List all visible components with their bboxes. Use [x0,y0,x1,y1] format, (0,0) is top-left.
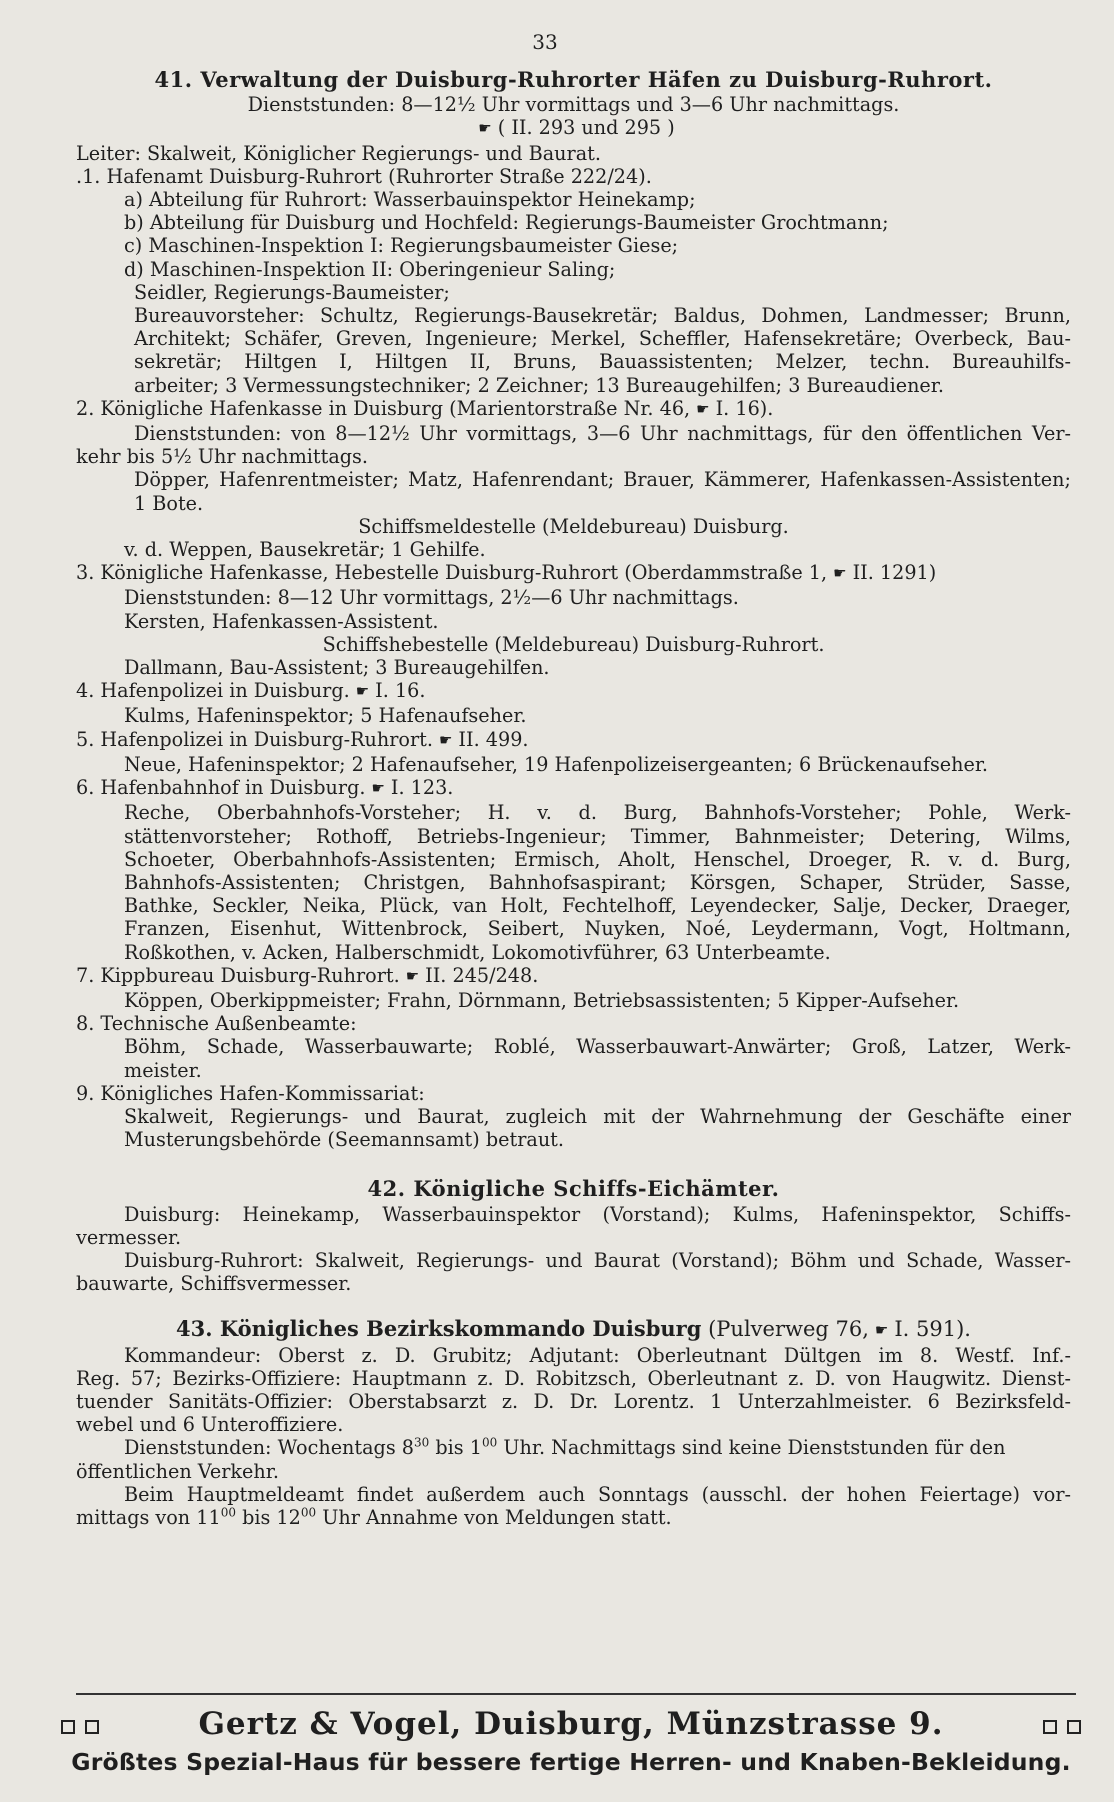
s41-hours: Dienststunden: 8—12½ Uhr vormittags und 3—6 Uhr nachmittags. [247,93,900,117]
s41-l5: d) Maschinen-Inspektion II: Oberingenieur Saling; [124,257,616,281]
ad-company: Gertz & Vogel, Duisburg, Münzstrasse 9. [198,1706,944,1742]
s41-l7: Bureauvorsteher: Schultz, Regierungs-Bausekretär; Baldus, Dohmen, Landmesser; Brunn, [134,304,1071,328]
s41-l4: c) Maschinen-Inspektion I: Regierungsbaumeister Giese; [124,234,679,258]
s41-l10: arbeiter; 3 Vermessungstechniker; 2 Zeichner; 13 Bureaugehilfen; 3 Bureaudiener. [134,373,944,397]
s43-l3: tuender Sanitäts-Offizier: Oberstabsarzt z. D. Dr. Lorentz. 1 Unterzahlmeister. 6 Bezirksfeld- [76,1389,1071,1413]
s41-l17: v. d. Weppen, Bausekretär; 1 Gehilfe. [124,538,486,562]
telephone-hand-icon: ☛ [438,730,453,749]
s41-l1: .1. Hafenamt Duisburg-Ruhrort (Ruhrorter Straße 222/24). [76,164,652,188]
telephone-hand-icon: ☛ [833,564,847,583]
s41-l29: stättenvorsteher; Rothoff, Betriebs-Ingenieur; Timmer, Bahnmeister; Detering, Wilms, [124,824,1071,848]
s42-l3: Duisburg-Ruhrort: Skalweit, Regierungs- und Baurat (Vorstand); Böhm und Schade, Wasser- [124,1248,1071,1272]
s41-l14: Döpper, Hafenrentmeister; Matz, Hafenrendant; Brauer, Kämmerer, Hafenkassen-Assistenten; [134,468,1071,492]
ad-box-icons-left [56,1706,104,1742]
telephone-hand-icon: ☛ [696,399,710,418]
s41-l18: 3. Königliche Hafenkasse, Hebestelle Duisburg-Ruhrort (Oberdammstraße 1, ☛ II. 1291) [76,561,937,585]
page-content [76,64,1071,1529]
s41-l16: Schiffsmeldestelle (Meldebureau) Duisburg. [358,514,789,538]
s41-l41: Skalweit, Regierungs- und Baurat, zugleich mit der Wahrnehmung der Geschäfte einer [124,1104,1071,1128]
square-icon [1043,1720,1057,1734]
ad-line-1 [56,1706,1086,1742]
s41-l28: Reche, Oberbahnhofs-Vorsteher; H. v. d. Burg, Bahnhofs-Vorsteher; Pohle, Werk- [124,801,1071,825]
s41-l35: 7. Kippbureau Duisburg-Ruhrort. ☛ II. 245/248. [76,963,539,987]
s41-l37: 8. Technische Außenbeamte: [76,1012,357,1036]
s41-l6: Seidler, Regierungs-Baumeister; [134,280,450,304]
s41-phone-text: ( II. 293 und 295 ) [497,116,675,140]
ad-box-icons-right [1038,1706,1086,1742]
s41-l27: 6. Hafenbahnhof in Duisburg. ☛ I. 123. [76,776,454,800]
ad-line-2: Größtes Spezial-Haus für bessere fertige Herren- und Knaben-Bekleidung. [71,1748,1071,1776]
section-42-heading: 42. Königliche Schiffs-Eichämter. [367,1176,780,1202]
s41-l2: a) Abteilung für Ruhrort: Wasserbauinspektor Heinekamp; [124,188,696,212]
s43-l6: öffentlichen Verkehr. [76,1459,279,1483]
s43-l4: webel und 6 Unteroffiziere. [76,1413,344,1437]
divider-rule [76,1693,1076,1695]
s43-l2: Reg. 57; Bezirks-Offiziere: Hauptmann z. D. Robitzsch, Oberleutnant z. D. von Haugwitz. Dienst- [76,1366,1071,1390]
s41-l31: Bahnhofs-Assistenten; Christgen, Bahnhofsaspirant; Körsgen, Schaper, Strüder, Sasse, [124,870,1071,894]
square-icon [61,1720,75,1734]
s41-l8: Architekt; Schäfer, Greven, Ingenieure; Merkel, Scheffler, Hafensekretäre; Overbeck, Bau- [134,327,1071,351]
section-41-heading: 41. Verwaltung der Duisburg-Ruhrorter Häfen zu Duisburg-Ruhrort. [154,67,993,92]
advertisement [56,1706,1086,1776]
s41-phone [76,116,1071,141]
s41-l34: Roßkothen, v. Acken, Halberschmidt, Lokomotivführer, 63 Unterbeamte. [124,940,831,964]
telephone-hand-icon: ☛ [405,966,420,985]
s41-l19: Dienststunden: 8—12 Uhr vormittags, 2½—6 Uhr nachmittags. [124,586,739,610]
s41-l3: b) Abteilung für Duisburg und Hochfeld: Regierungs-Baumeister Grochtmann; [124,211,889,235]
telephone-hand-icon: ☛ [478,119,492,138]
section-43-heading: 43. Königliches Bezirkskommando Duisburg (Pulverweg 76, ☛ I. 591). [176,1317,971,1342]
s43-l8: mittags von $11^{00}$ bis $12^{00}$ Uhr Annahme von Meldungen statt. [76,1505,672,1529]
square-icon [1067,1720,1081,1734]
s41-l9: sekretär; Hiltgen I, Hiltgen II, Bruns, Bauassistenten; Melzer, techn. Bureauhilfs- [134,350,1071,374]
s41-leader: Leiter: Skalweit, Königlicher Regierungs- und Baurat. [76,141,601,165]
s42-l4: bauwarte, Schiffsvermesser. [76,1272,352,1296]
s41-l40: 9. Königliches Hafen-Kommissariat: [76,1081,425,1105]
square-icon [85,1720,99,1734]
s41-l21: Schiffshebestelle (Meldebureau) Duisburg-Ruhrort. [322,632,825,656]
telephone-hand-icon: ☛ [874,1321,889,1340]
s41-l36: Köppen, Oberkippmeister; Frahn, Dörnmann, Betriebsassistenten; 5 Kipper-Aufseher. [124,988,960,1012]
s41-l22: Dallmann, Bau-Assistent; 3 Bureaugehilfen. [124,656,550,680]
s42-l2: vermesser. [76,1225,182,1249]
s41-l15: 1 Bote. [134,491,204,515]
s41-l30: Schoeter, Oberbahnhofs-Assistenten; Ermisch, Aholt, Henschel, Droeger, R. v. d. Burg, [124,847,1071,871]
page-number: 33 [532,30,558,54]
s41-l23: 4. Hafenpolizei in Duisburg. ☛ I. 16. [76,679,426,703]
s43-l7: Beim Hauptmeldeamt findet außerdem auch Sonntags (ausschl. der hohen Feiertage) vor- [124,1482,1071,1506]
telephone-hand-icon: ☛ [371,779,385,798]
s41-l33: Franzen, Eisenhut, Wittenbrock, Seibert, Nuyken, Noé, Leydermann, Vogt, Holtmann, [124,917,1071,941]
s43-l5: Dienststunden: Wochentags $8^{30}$ bis $1^{00}$ Uhr. Nachmittags sind keine Dienststunden für den [124,1436,1006,1460]
s42-l1: Duisburg: Heinekamp, Wasserbauinspektor (Vorstand); Kulms, Hafeninspektor, Schiffs- [124,1202,1071,1226]
s41-l42: Musterungsbehörde (Seemannsamt) betraut. [124,1128,564,1152]
s41-l39: meister. [124,1058,202,1082]
s41-l11: 2. Königliche Hafenkasse in Duisburg (Marientorstraße Nr. 46, ☛ I. 16). [76,396,774,420]
s41-l32: Bathke, Seckler, Neika, Plück, van Holt, Fechtelhoff, Leyendecker, Salje, Decker, Draeger, [124,894,1071,918]
s41-l12: Dienststunden: von 8—12½ Uhr vormittags, 3—6 Uhr nachmittags, für den öffentlichen Ver- [134,422,1071,446]
s43-title: 43. Königliches Bezirkskommando Duisburg [176,1317,702,1342]
s41-l38: Böhm, Schade, Wasserbauwarte; Roblé, Wasserbauwart-Anwärter; Groß, Latzer, Werk- [124,1035,1071,1059]
s41-l24: Kulms, Hafeninspektor; 5 Hafenaufseher. [124,704,527,728]
s41-l26: Neue, Hafeninspektor; 2 Hafenaufseher, 19 Hafenpolizeisergeanten; 6 Brückenaufseher. [124,752,989,776]
s43-l1: Kommandeur: Oberst z. D. Grubitz; Adjutant: Oberleutnant Dültgen im 8. Westf. Inf.- [124,1343,1071,1367]
s41-l13: kehr bis 5½ Uhr nachmittags. [76,445,369,469]
s41-l20: Kersten, Hafenkassen-Assistent. [124,609,439,633]
s41-l25: 5. Hafenpolizei in Duisburg-Ruhrort. ☛ II. 499. [76,727,529,751]
telephone-hand-icon: ☛ [355,682,370,701]
